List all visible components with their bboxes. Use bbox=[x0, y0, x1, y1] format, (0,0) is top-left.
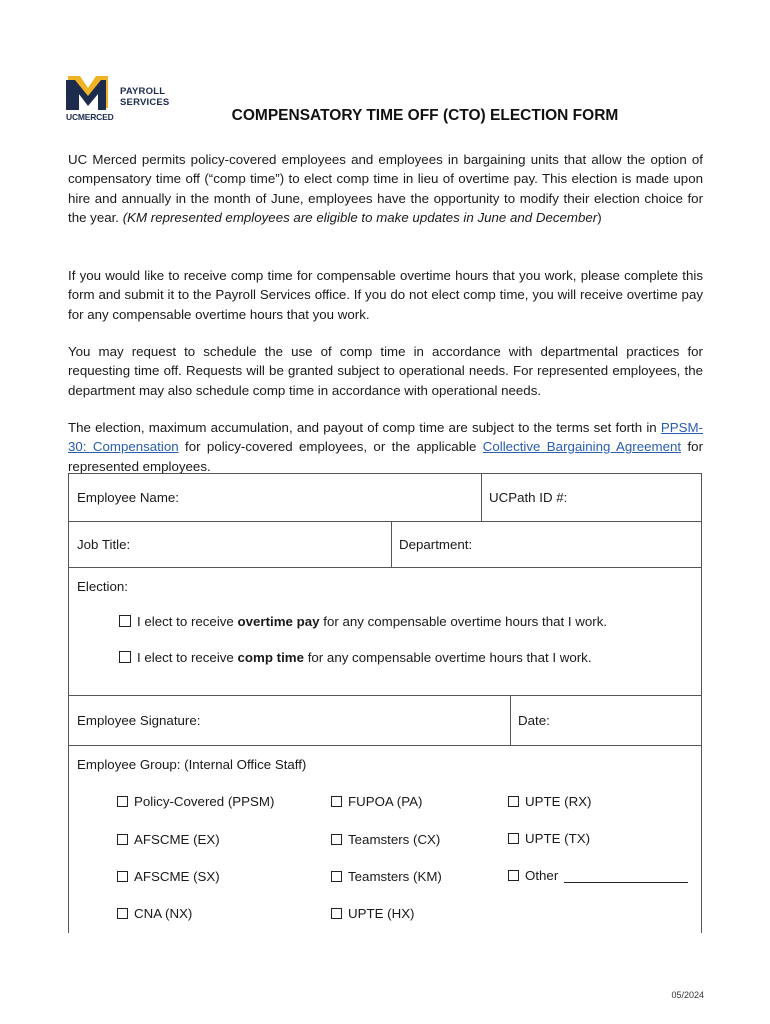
department-field[interactable]: Department: bbox=[399, 537, 473, 552]
terms-text-start: The election, maximum accumulation, and payout of comp time are subject to the terms set forth in bbox=[68, 420, 661, 435]
group-label: Teamsters (KM) bbox=[348, 869, 442, 884]
job-title-row bbox=[69, 522, 701, 568]
group-label: Teamsters (CX) bbox=[348, 832, 441, 847]
election-row bbox=[69, 568, 701, 696]
group-label: UPTE (TX) bbox=[525, 831, 591, 846]
checkbox[interactable] bbox=[331, 871, 342, 882]
group-label: UPTE (RX) bbox=[525, 794, 592, 809]
group-cna-nx[interactable] bbox=[117, 906, 192, 921]
option-text: I elect to receive bbox=[137, 650, 238, 665]
wordmark-text: UCMERCED bbox=[66, 112, 114, 122]
group-label: Policy-Covered (PPSM) bbox=[134, 794, 275, 809]
ucpath-id-field[interactable]: UCPath ID #: bbox=[489, 490, 568, 505]
group-label: AFSCME (SX) bbox=[134, 869, 220, 884]
group-policy-covered[interactable] bbox=[117, 794, 274, 809]
checkbox[interactable] bbox=[117, 796, 128, 807]
overtime-pay-checkbox[interactable] bbox=[119, 615, 131, 627]
group-label: UPTE (HX) bbox=[348, 906, 415, 921]
checkbox[interactable] bbox=[117, 871, 128, 882]
logo-department-text bbox=[120, 86, 169, 108]
intro-paragraph bbox=[68, 150, 703, 227]
employee-signature-field[interactable]: Employee Signature: bbox=[77, 713, 201, 728]
checkbox[interactable] bbox=[508, 796, 519, 807]
intro-text: UC Merced permits policy-covered employees and employees in bargaining units that allow the option of compensatory time off (“comp time”) to elect comp time in lieu of overtime pay. This election is made upon hire and annually in the month of June, employees have the opportunity to modify their election choice for the year. bbox=[68, 152, 703, 225]
checkbox[interactable] bbox=[117, 834, 128, 845]
job-title-field[interactable]: Job Title: bbox=[77, 537, 131, 552]
election-label: Election: bbox=[77, 579, 128, 594]
divider bbox=[481, 474, 482, 521]
group-teamsters-cx[interactable] bbox=[331, 832, 440, 847]
group-afscme-ex[interactable] bbox=[117, 832, 220, 847]
divider bbox=[391, 522, 392, 567]
terms-text-end: for represented employees. bbox=[68, 439, 704, 474]
group-upte-hx[interactable] bbox=[331, 906, 415, 921]
checkbox[interactable] bbox=[331, 796, 342, 807]
terms-text-mid: for policy-covered employees, or the applicable bbox=[178, 439, 483, 455]
employee-group-row bbox=[69, 746, 701, 934]
date-field[interactable]: Date: bbox=[518, 713, 550, 728]
employee-name-row bbox=[69, 474, 701, 522]
group-upte-tx[interactable] bbox=[508, 831, 590, 846]
group-label: CNA (NX) bbox=[134, 906, 193, 921]
checkbox[interactable] bbox=[508, 870, 519, 881]
instructions-paragraph: If you would like to receive comp time for compensable overtime hours that you work, please complete this form and submit it to the Payroll Services office. If you do not elect comp time, you will receive overtime pay for any compensable overtime hours that you work. bbox=[68, 268, 703, 322]
group-other[interactable] bbox=[508, 868, 688, 883]
employee-group-label: Employee Group: (Internal Office Staff) bbox=[77, 757, 307, 772]
group-teamsters-km[interactable] bbox=[331, 869, 442, 884]
group-label: Other bbox=[525, 868, 559, 883]
group-label: FUPOA (PA) bbox=[348, 794, 423, 809]
group-label: AFSCME (EX) bbox=[134, 832, 220, 847]
overtime-pay-option[interactable] bbox=[119, 614, 607, 629]
page-title: COMPENSATORY TIME OFF (CTO) ELECTION FORM bbox=[231, 107, 619, 124]
group-fupoa[interactable] bbox=[331, 794, 422, 809]
collective-bargaining-link[interactable]: Collective Bargaining Agreement bbox=[482, 439, 682, 455]
option-text: I elect to receive bbox=[137, 614, 238, 629]
km-note: (KM represented employees are eligible to make updates in June and December bbox=[122, 209, 598, 225]
group-upte-rx[interactable] bbox=[508, 794, 592, 809]
checkbox[interactable] bbox=[508, 833, 519, 844]
comp-time-option[interactable] bbox=[119, 650, 592, 665]
scheduling-paragraph: You may request to schedule the use of comp time in accordance with departmental practices for requesting time off. Requests will be granted subject to operational needs. For represented employees, the department may also schedule comp time in accordance with operational needs. bbox=[68, 344, 703, 398]
logo-line-1: PAYROLL bbox=[120, 86, 166, 97]
employee-name-field[interactable]: Employee Name: bbox=[77, 490, 179, 505]
option-text: for any compensable overtime hours that I work. bbox=[319, 614, 608, 629]
checkbox[interactable] bbox=[117, 908, 128, 919]
ppsm-30-link[interactable]: PPSM-30: Compensation bbox=[68, 420, 703, 455]
logo-line-2: SERVICES bbox=[120, 97, 170, 108]
km-note-close: ) bbox=[597, 209, 602, 225]
divider bbox=[510, 696, 511, 745]
comp-time-checkbox[interactable] bbox=[119, 651, 131, 663]
option-text: for any compensable overtime hours that I work. bbox=[304, 650, 592, 665]
signature-row bbox=[69, 696, 701, 746]
checkbox[interactable] bbox=[331, 834, 342, 845]
option-bold-text: overtime pay bbox=[237, 614, 320, 629]
group-afscme-sx[interactable] bbox=[117, 869, 220, 884]
other-text-line[interactable] bbox=[564, 868, 688, 883]
option-bold-text: comp time bbox=[237, 650, 305, 665]
election-form bbox=[68, 473, 702, 933]
revision-date: 05/2024 bbox=[671, 990, 704, 1000]
terms-paragraph bbox=[68, 418, 703, 476]
checkbox[interactable] bbox=[331, 908, 342, 919]
